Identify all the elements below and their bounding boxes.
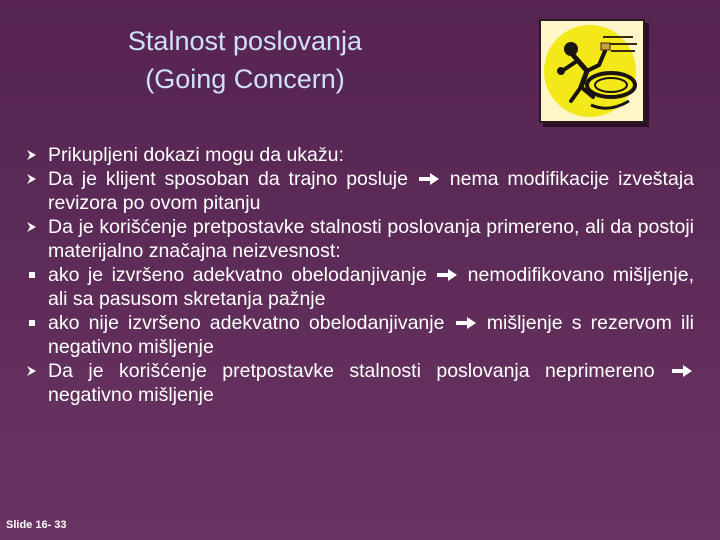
arrow-bullet-icon bbox=[26, 359, 40, 383]
list-item bbox=[28, 263, 694, 311]
bullet-list bbox=[28, 143, 694, 407]
arrow-bullet-icon bbox=[26, 167, 40, 191]
list-item bbox=[28, 359, 694, 407]
arrow-bullet-icon bbox=[26, 143, 40, 167]
right-arrow-icon bbox=[435, 268, 459, 282]
list-item-text: Da je klijent sposoban da trajno posluje bbox=[48, 168, 408, 190]
list-item bbox=[28, 167, 694, 215]
square-bullet-icon bbox=[26, 263, 40, 287]
square-bullet-icon bbox=[26, 311, 40, 335]
list-item-text-continued: mišljenje s rezervom ili negativno mišljenje bbox=[48, 312, 695, 358]
title-line-1: Stalnost poslovanja bbox=[127, 26, 363, 56]
arrow-bullet-icon bbox=[26, 215, 40, 239]
list-item-text: ako je izvršeno adekvatno obelodanjivanje bbox=[48, 264, 427, 286]
list-item bbox=[28, 143, 694, 167]
juggler-logo-image bbox=[539, 19, 645, 123]
slide-title bbox=[95, 22, 395, 98]
list-item-text: ako nije izvršeno adekvatno obelodanjivanje bbox=[48, 312, 445, 334]
list-item-text: Da je korišćenje pretpostavke stalnosti poslovanja neprimereno bbox=[48, 360, 655, 382]
list-item-text: Prikupljeni dokazi mogu da ukažu: bbox=[48, 144, 344, 166]
list-item bbox=[28, 311, 694, 359]
list-item bbox=[28, 215, 694, 263]
right-arrow-icon bbox=[417, 172, 441, 186]
slide-number: Slide 16- 33 bbox=[6, 519, 67, 531]
right-arrow-icon bbox=[454, 316, 478, 330]
list-item-text-continued: negativno mišljenje bbox=[48, 384, 214, 406]
title-line-2: (Going Concern) bbox=[145, 64, 345, 94]
list-item-text-continued: nema modifikacije izveštaja revizora po ovom pitanju bbox=[48, 168, 694, 214]
list-item-text: Da je korišćenje pretpostavke stalnosti poslovanja primereno, ali da postoji materijalno značajna neizvesnost: bbox=[48, 216, 694, 262]
right-arrow-icon bbox=[670, 364, 694, 378]
list-item-text-continued: nemodifikovano mišljenje, ali sa pasusom skretanja pažnje bbox=[48, 264, 694, 310]
